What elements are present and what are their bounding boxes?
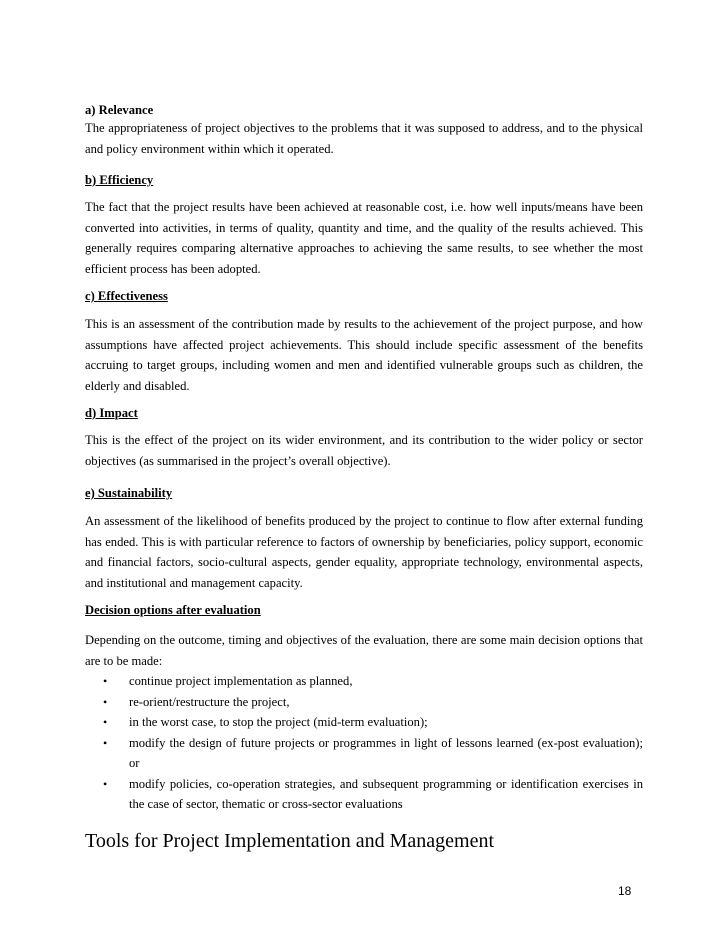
list-item: • modify policies, co-operation strategies, and subsequent programming or identification exercises in the case of sector, thematic or cross-sector evaluations [85,774,643,815]
bullet-icon: • [103,715,108,729]
paragraph-relevance: The appropriateness of project objectives to the problems that it was supposed to address, and to the physical and policy environment within which it operated. [85,121,643,156]
paragraph-decision-intro: Depending on the outcome, timing and objectives of the evaluation, there are some main decision options that are to be made: [85,633,643,668]
list-item: • modify the design of future projects or programmes in light of lessons learned (ex-post evaluation); or [85,733,643,774]
bullet-icon: • [103,776,108,791]
list-item: • re-orient/restructure the project, [85,692,643,713]
paragraph-impact: This is the effect of the project on its wider environment, and its contribution to the wider policy or sector objectives (as summarised in the project’s overall objective). [85,433,643,468]
heading-sustainability: e) Sustainability [85,486,173,500]
paragraph-sustainability: An assessment of the likelihood of benefits produced by the project to continue to flow after external funding has ended. This is with particular reference to factors of ownership by beneficiaries, policy support, economic and financial factors, socio-cultural aspects, gender equality, appropriate technology, environmental aspects, and institutional and management capacity. [85,514,643,590]
heading-effectiveness: c) Effectiveness [85,289,168,303]
section-title: Tools for Project Implementation and Management [85,830,495,852]
list-item: • in the worst case, to stop the project (mid-term evaluation); [85,712,643,733]
bullet-icon: • [103,694,108,709]
bullet-icon: • [103,735,108,750]
list-item: • continue project implementation as planned, [85,671,643,692]
paragraph-efficiency: The fact that the project results have been achieved at reasonable cost, i.e. how well inputs/means have been converted into activities, in terms of quality, quantity and time, and the quality of the results achieved. This generally requires comparing alternative approaches to achieving the same results, to see whether the most efficient process has been adopted. [85,200,643,276]
bullet-icon: • [103,674,108,688]
heading-relevance: a) Relevance [85,103,154,117]
heading-decision-options: Decision options after evaluation [85,603,261,617]
heading-impact: d) Impact [85,406,138,420]
page-number: 18 [618,884,632,898]
heading-efficiency: b) Efficiency [85,173,154,187]
decision-options-list [85,671,643,815]
paragraph-effectiveness: This is an assessment of the contribution made by results to the achievement of the project purpose, and how assumptions have affected project achievements. This should include specific assessment of the benefits accruing to target groups, including women and men and identified vulnerable groups such as children, the elderly and disabled. [85,317,643,393]
